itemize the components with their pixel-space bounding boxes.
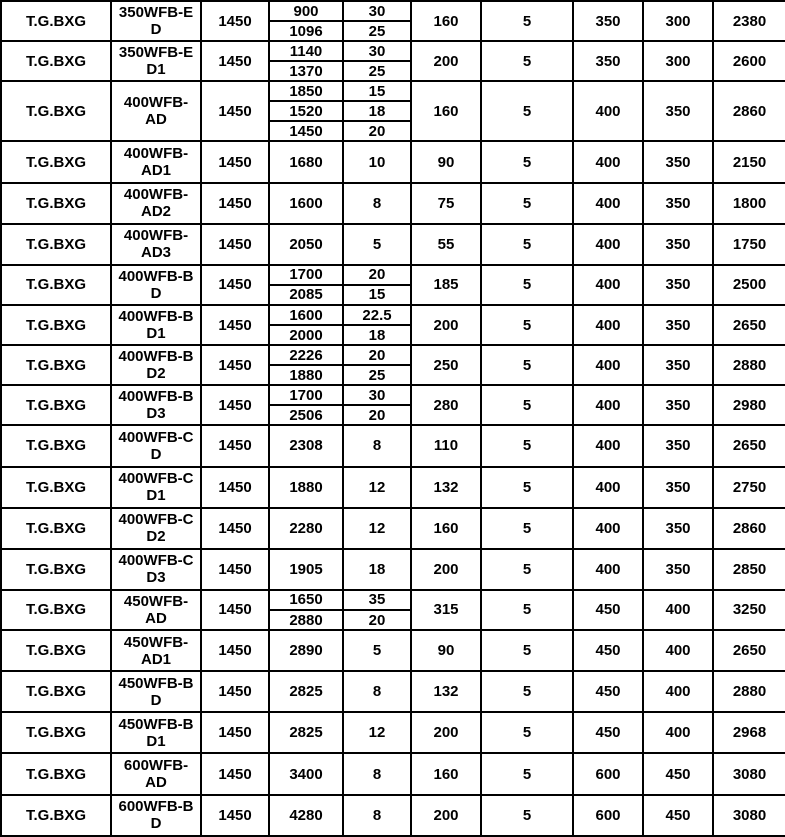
series-cell: T.G.BXG [1, 671, 111, 712]
model-line: D2 [146, 365, 166, 383]
col9-cell: 350 [643, 141, 713, 182]
col8-cell: 600 [573, 795, 643, 836]
col9-cell: 350 [643, 224, 713, 265]
series-cell: T.G.BXG [1, 305, 111, 345]
col6-cell: 132 [411, 467, 481, 508]
model-cell [111, 141, 201, 182]
col9-cell: 350 [643, 183, 713, 224]
model-line: 400WFB- [123, 145, 189, 162]
model-line: D3 [146, 569, 166, 587]
head-cell: 20 [343, 610, 411, 630]
model-line: D [150, 445, 162, 463]
flow-cell: 1096 [269, 21, 343, 41]
col6-cell: 132 [411, 671, 481, 712]
flow-cell: 1700 [269, 385, 343, 405]
col10-cell: 3080 [713, 753, 785, 794]
col7-cell: 5 [481, 590, 573, 630]
model-cell [111, 41, 201, 81]
col6-cell: 160 [411, 753, 481, 794]
flow-cell: 2280 [269, 508, 343, 549]
model-line: AD3 [140, 244, 171, 262]
model-cell [111, 265, 201, 305]
col10-cell: 2860 [713, 508, 785, 549]
col9-cell: 350 [643, 305, 713, 345]
model-cell [111, 345, 201, 385]
model-line: 400WFB-B [118, 267, 194, 285]
col10-cell: 2150 [713, 141, 785, 182]
model-line: AD1 [140, 650, 171, 668]
table-row [1, 508, 785, 549]
series-cell: T.G.BXG [1, 795, 111, 836]
model-line: 350WFB-E [118, 44, 194, 62]
col8-cell: 350 [573, 41, 643, 81]
speed-cell: 1450 [201, 224, 269, 265]
table-row [1, 41, 785, 61]
model-line: D [150, 21, 162, 39]
col10-cell: 2600 [713, 41, 785, 81]
col10-cell: 2980 [713, 385, 785, 425]
speed-cell: 1450 [201, 671, 269, 712]
model-line: AD [145, 609, 167, 627]
model-cell [111, 712, 201, 753]
col7-cell: 5 [481, 345, 573, 385]
col10-cell: 2750 [713, 467, 785, 508]
col6-cell: 185 [411, 265, 481, 305]
head-cell: 8 [343, 183, 411, 224]
flow-cell: 4280 [269, 795, 343, 836]
table-row [1, 141, 785, 182]
model-line: 350WFB-E [118, 4, 194, 22]
model-cell [111, 224, 201, 265]
table-row [1, 81, 785, 101]
col10-cell: 2650 [713, 630, 785, 671]
model-cell [111, 1, 201, 41]
col7-cell: 5 [481, 630, 573, 671]
col8-cell: 450 [573, 712, 643, 753]
col8-cell: 400 [573, 265, 643, 305]
speed-cell: 1450 [201, 549, 269, 590]
head-cell: 20 [343, 345, 411, 365]
col8-cell: 400 [573, 385, 643, 425]
model-line: 400WFB-C [118, 428, 194, 446]
table-row [1, 425, 785, 466]
col10-cell: 2500 [713, 265, 785, 305]
head-cell: 30 [343, 41, 411, 61]
model-line: AD [145, 111, 167, 129]
flow-cell: 1880 [269, 365, 343, 385]
col8-cell: 400 [573, 183, 643, 224]
flow-cell: 1370 [269, 61, 343, 81]
speed-cell: 1450 [201, 305, 269, 345]
flow-cell: 2226 [269, 345, 343, 365]
col6-cell: 55 [411, 224, 481, 265]
flow-cell: 2825 [269, 712, 343, 753]
head-cell: 30 [343, 385, 411, 405]
speed-cell: 1450 [201, 41, 269, 81]
head-cell: 15 [343, 81, 411, 101]
col6-cell: 315 [411, 590, 481, 630]
model-line: D2 [146, 528, 166, 546]
model-line: 400WFB- [123, 227, 189, 245]
flow-cell: 2050 [269, 224, 343, 265]
head-cell: 5 [343, 630, 411, 671]
col9-cell: 350 [643, 81, 713, 141]
flow-cell: 2085 [269, 285, 343, 305]
model-cell [111, 508, 201, 549]
col8-cell: 400 [573, 81, 643, 141]
model-line: 400WFB-C [118, 511, 194, 529]
series-cell: T.G.BXG [1, 549, 111, 590]
col6-cell: 160 [411, 81, 481, 141]
model-cell [111, 549, 201, 590]
series-cell: T.G.BXG [1, 224, 111, 265]
flow-cell: 1600 [269, 183, 343, 224]
table-row [1, 753, 785, 794]
col8-cell: 400 [573, 467, 643, 508]
table-row [1, 590, 785, 610]
flow-cell: 1850 [269, 81, 343, 101]
col6-cell: 200 [411, 41, 481, 81]
table-row [1, 712, 785, 753]
speed-cell: 1450 [201, 508, 269, 549]
series-cell: T.G.BXG [1, 385, 111, 425]
speed-cell: 1450 [201, 345, 269, 385]
model-cell [111, 795, 201, 836]
col9-cell: 350 [643, 385, 713, 425]
col9-cell: 400 [643, 630, 713, 671]
head-cell: 10 [343, 141, 411, 182]
series-cell: T.G.BXG [1, 41, 111, 81]
col7-cell: 5 [481, 265, 573, 305]
col6-cell: 160 [411, 508, 481, 549]
table-row [1, 671, 785, 712]
flow-cell: 1520 [269, 101, 343, 121]
col9-cell: 350 [643, 549, 713, 590]
head-cell: 18 [343, 101, 411, 121]
col9-cell: 300 [643, 41, 713, 81]
flow-cell: 2890 [269, 630, 343, 671]
col9-cell: 400 [643, 671, 713, 712]
flow-cell: 1450 [269, 121, 343, 141]
col10-cell: 2850 [713, 549, 785, 590]
flow-cell: 2506 [269, 405, 343, 425]
col10-cell: 2880 [713, 671, 785, 712]
col10-cell: 1800 [713, 183, 785, 224]
table-row [1, 795, 785, 836]
flow-cell: 1905 [269, 549, 343, 590]
col10-cell: 2968 [713, 712, 785, 753]
col9-cell: 450 [643, 795, 713, 836]
table-row [1, 549, 785, 590]
col7-cell: 5 [481, 712, 573, 753]
table-row [1, 467, 785, 508]
head-cell: 35 [343, 590, 411, 610]
speed-cell: 1450 [201, 425, 269, 466]
head-cell: 18 [343, 325, 411, 345]
col6-cell: 90 [411, 141, 481, 182]
head-cell: 25 [343, 61, 411, 81]
table-row [1, 630, 785, 671]
col7-cell: 5 [481, 1, 573, 41]
speed-cell: 1450 [201, 590, 269, 630]
col7-cell: 5 [481, 141, 573, 182]
model-line: 400WFB- [123, 94, 189, 112]
col10-cell: 2860 [713, 81, 785, 141]
speed-cell: 1450 [201, 183, 269, 224]
model-cell [111, 630, 201, 671]
series-cell: T.G.BXG [1, 265, 111, 305]
model-line: 400WFB- [123, 186, 189, 204]
speed-cell: 1450 [201, 81, 269, 141]
col8-cell: 400 [573, 425, 643, 466]
series-cell: T.G.BXG [1, 81, 111, 141]
flow-cell: 2000 [269, 325, 343, 345]
col7-cell: 5 [481, 508, 573, 549]
flow-cell: 1680 [269, 141, 343, 182]
series-cell: T.G.BXG [1, 1, 111, 41]
speed-cell: 1450 [201, 712, 269, 753]
table-row [1, 385, 785, 405]
col6-cell: 200 [411, 305, 481, 345]
model-line: D [150, 691, 162, 709]
col6-cell: 90 [411, 630, 481, 671]
series-cell: T.G.BXG [1, 630, 111, 671]
model-line: D1 [146, 487, 166, 505]
col8-cell: 400 [573, 141, 643, 182]
model-line: AD2 [140, 203, 171, 221]
speed-cell: 1450 [201, 141, 269, 182]
col6-cell: 200 [411, 549, 481, 590]
series-cell: T.G.BXG [1, 183, 111, 224]
speed-cell: 1450 [201, 795, 269, 836]
col7-cell: 5 [481, 671, 573, 712]
col8-cell: 450 [573, 630, 643, 671]
col6-cell: 110 [411, 425, 481, 466]
model-cell [111, 81, 201, 141]
col7-cell: 5 [481, 305, 573, 345]
series-cell: T.G.BXG [1, 141, 111, 182]
head-cell: 22.5 [343, 305, 411, 325]
col9-cell: 350 [643, 425, 713, 466]
series-cell: T.G.BXG [1, 345, 111, 385]
col10-cell: 2650 [713, 425, 785, 466]
col9-cell: 350 [643, 345, 713, 385]
model-line: D [150, 284, 162, 302]
speed-cell: 1450 [201, 385, 269, 425]
head-cell: 25 [343, 365, 411, 385]
head-cell: 30 [343, 1, 411, 21]
head-cell: 20 [343, 121, 411, 141]
col10-cell: 2880 [713, 345, 785, 385]
pump-table-body [1, 1, 785, 836]
series-cell: T.G.BXG [1, 425, 111, 466]
col9-cell: 400 [643, 712, 713, 753]
model-line: 450WFB-B [118, 674, 194, 692]
speed-cell: 1450 [201, 467, 269, 508]
flow-cell: 2825 [269, 671, 343, 712]
head-cell: 8 [343, 795, 411, 836]
table-row [1, 224, 785, 265]
model-cell [111, 305, 201, 345]
col7-cell: 5 [481, 549, 573, 590]
model-line: D [150, 815, 162, 833]
model-line: 450WFB- [123, 633, 189, 651]
col6-cell: 200 [411, 795, 481, 836]
col9-cell: 400 [643, 590, 713, 630]
speed-cell: 1450 [201, 1, 269, 41]
speed-cell: 1450 [201, 265, 269, 305]
col8-cell: 400 [573, 549, 643, 590]
col6-cell: 200 [411, 712, 481, 753]
model-line: AD1 [140, 162, 171, 179]
model-cell [111, 183, 201, 224]
model-line: 600WFB-B [118, 798, 194, 816]
head-cell: 12 [343, 508, 411, 549]
col7-cell: 5 [481, 795, 573, 836]
model-line: AD [145, 774, 167, 792]
head-cell: 5 [343, 224, 411, 265]
col7-cell: 5 [481, 385, 573, 425]
col10-cell: 3250 [713, 590, 785, 630]
flow-cell: 900 [269, 1, 343, 21]
head-cell: 20 [343, 405, 411, 425]
flow-cell: 3400 [269, 753, 343, 794]
model-line: D1 [146, 325, 166, 343]
series-cell: T.G.BXG [1, 753, 111, 794]
flow-cell: 2308 [269, 425, 343, 466]
col8-cell: 350 [573, 1, 643, 41]
model-cell [111, 753, 201, 794]
col8-cell: 400 [573, 224, 643, 265]
model-cell [111, 385, 201, 425]
series-cell: T.G.BXG [1, 508, 111, 549]
model-line: D3 [146, 405, 166, 423]
col7-cell: 5 [481, 183, 573, 224]
flow-cell: 1650 [269, 590, 343, 610]
col9-cell: 350 [643, 467, 713, 508]
series-cell: T.G.BXG [1, 467, 111, 508]
speed-cell: 1450 [201, 630, 269, 671]
col9-cell: 300 [643, 1, 713, 41]
head-cell: 8 [343, 671, 411, 712]
col7-cell: 5 [481, 81, 573, 141]
col9-cell: 350 [643, 265, 713, 305]
head-cell: 15 [343, 285, 411, 305]
col8-cell: 600 [573, 753, 643, 794]
head-cell: 25 [343, 21, 411, 41]
col10-cell: 2380 [713, 1, 785, 41]
table-row [1, 345, 785, 365]
series-cell: T.G.BXG [1, 712, 111, 753]
col8-cell: 450 [573, 590, 643, 630]
col7-cell: 5 [481, 467, 573, 508]
col6-cell: 75 [411, 183, 481, 224]
table-row [1, 1, 785, 21]
col7-cell: 5 [481, 224, 573, 265]
model-line: 400WFB-B [118, 388, 194, 406]
col6-cell: 280 [411, 385, 481, 425]
head-cell: 18 [343, 549, 411, 590]
col9-cell: 350 [643, 508, 713, 549]
model-line: 600WFB- [123, 757, 189, 775]
col10-cell: 2650 [713, 305, 785, 345]
model-cell [111, 425, 201, 466]
model-line: 450WFB- [123, 592, 189, 610]
col6-cell: 160 [411, 1, 481, 41]
table-row [1, 265, 785, 285]
head-cell: 8 [343, 753, 411, 794]
model-line: 400WFB-C [118, 470, 194, 488]
head-cell: 8 [343, 425, 411, 466]
table-row [1, 183, 785, 224]
col10-cell: 3080 [713, 795, 785, 836]
flow-cell: 2880 [269, 610, 343, 630]
col8-cell: 400 [573, 305, 643, 345]
col9-cell: 450 [643, 753, 713, 794]
flow-cell: 1880 [269, 467, 343, 508]
col8-cell: 400 [573, 508, 643, 549]
model-line: 450WFB-B [118, 715, 194, 733]
flow-cell: 1600 [269, 305, 343, 325]
model-line: D1 [146, 61, 166, 79]
model-line: 400WFB-B [118, 348, 194, 366]
series-cell: T.G.BXG [1, 590, 111, 630]
model-cell [111, 590, 201, 630]
speed-cell: 1450 [201, 753, 269, 794]
col8-cell: 450 [573, 671, 643, 712]
table-row [1, 305, 785, 325]
col8-cell: 400 [573, 345, 643, 385]
model-cell [111, 467, 201, 508]
head-cell: 12 [343, 712, 411, 753]
head-cell: 12 [343, 467, 411, 508]
model-cell [111, 671, 201, 712]
col6-cell: 250 [411, 345, 481, 385]
col7-cell: 5 [481, 425, 573, 466]
model-line: 400WFB-B [118, 308, 194, 326]
flow-cell: 1700 [269, 265, 343, 285]
model-line: D1 [146, 732, 166, 750]
col7-cell: 5 [481, 753, 573, 794]
model-line: 400WFB-C [118, 552, 194, 570]
flow-cell: 1140 [269, 41, 343, 61]
col10-cell: 1750 [713, 224, 785, 265]
head-cell: 20 [343, 265, 411, 285]
col7-cell: 5 [481, 41, 573, 81]
